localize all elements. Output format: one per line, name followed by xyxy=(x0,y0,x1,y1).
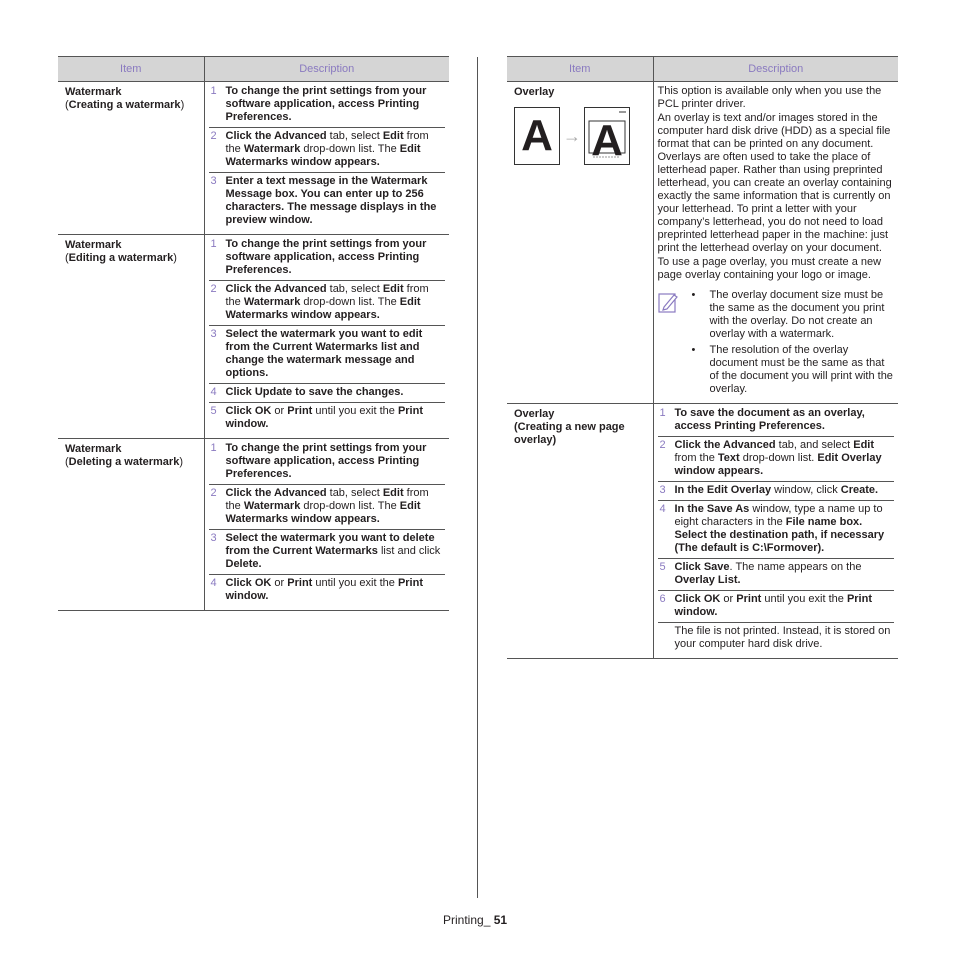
list-item xyxy=(209,575,446,606)
table-row-overlay xyxy=(507,82,898,404)
step-number: 5 xyxy=(659,561,666,573)
item-cell xyxy=(58,235,204,439)
list-item xyxy=(658,501,895,559)
step-text: Click the Advanced tab, select Edit from the Watermark drop-down list. The Edit Watermarks window appears. xyxy=(225,283,429,321)
note-box xyxy=(658,289,895,399)
list-item xyxy=(209,281,446,326)
list-item xyxy=(209,485,446,530)
watermark-table xyxy=(58,56,449,611)
step-text: Click Update to save the changes. xyxy=(225,386,404,398)
step-list xyxy=(658,407,895,622)
list-item xyxy=(209,530,446,575)
table-row xyxy=(58,439,449,611)
bullet-icon: • xyxy=(691,289,696,301)
description-paragraph: This option is available only when you use the PCL printer driver. xyxy=(657,85,882,110)
item-column-header: Item xyxy=(507,57,653,82)
step-text: In the Edit Overlay window, click Create. xyxy=(674,484,879,496)
overlay-illustration xyxy=(514,107,647,165)
description-cell xyxy=(204,439,449,611)
list-item xyxy=(658,482,895,501)
step-text: Select the watermark you want to edit from the Current Watermarks list and change the watermark message and options. xyxy=(225,328,423,379)
step-text: To change the print settings from your software application, access Printing Preferences. xyxy=(225,442,427,480)
note-list xyxy=(688,289,895,399)
note-pencil-icon xyxy=(658,291,680,313)
bullet-icon: • xyxy=(691,344,696,356)
step-text: Click the Advanced tab, select Edit from the Watermark drop-down list. The Edit Watermarks window appears. xyxy=(225,487,429,525)
list-item xyxy=(658,559,895,591)
step-text: Click Save. The name appears on the Overlay List. xyxy=(674,561,862,586)
note-text: The overlay document size must be the same as the document you print with the overlay. Do not create an overlay with a watermark. xyxy=(709,289,885,340)
step-number: 4 xyxy=(659,503,666,515)
description-paragraph: To use a page overlay, you must create a new page overlay containing your logo or image. xyxy=(657,256,882,281)
step-text: Click OK or Print until you exit the Print window. xyxy=(225,577,423,602)
step-number: 6 xyxy=(659,593,666,605)
description-column-header: Description xyxy=(204,57,449,82)
step-number: 2 xyxy=(210,283,217,295)
list-item xyxy=(209,128,446,173)
step-text: Click the Advanced tab, and select Edit from the Text drop-down list. Edit Overlay window appears. xyxy=(674,439,882,477)
note-item xyxy=(688,289,895,341)
page-number: 51 xyxy=(493,913,508,927)
overlay-table xyxy=(507,56,898,659)
step-number: 3 xyxy=(210,328,217,340)
item-sublabel: (Editing a watermark) xyxy=(65,252,177,264)
step-number: 1 xyxy=(659,407,666,419)
list-item xyxy=(658,622,895,654)
letterhead-page-icon: A xyxy=(584,107,630,165)
overlay-description xyxy=(658,85,895,285)
list-item xyxy=(658,591,895,622)
step-number: 1 xyxy=(210,238,217,250)
item-sublabel: (Creating a watermark) xyxy=(65,99,185,111)
list-item xyxy=(209,442,446,485)
list-item xyxy=(209,326,446,384)
item-label: Watermark xyxy=(65,239,122,251)
item-cell xyxy=(507,404,653,659)
table-row-create-overlay xyxy=(507,404,898,659)
step-text: Click OK or Print until you exit the Print window. xyxy=(225,405,423,430)
step-number: 4 xyxy=(210,386,217,398)
step-text: In the Save As window, type a name up to eight characters in the File name box. Select the destination path, if necessary (The default is C:\Formover). xyxy=(674,503,885,554)
arrow-right-icon: → xyxy=(563,125,581,146)
step-text: Enter a text message in the Watermark Message box. You can enter up to 256 characters. The message displays in the preview window. xyxy=(225,175,437,226)
item-label: Overlay xyxy=(514,408,555,420)
step-number: 3 xyxy=(659,484,666,496)
page-footer xyxy=(443,914,507,927)
item-label: Watermark xyxy=(65,86,122,98)
step-text: To change the print settings from your software application, access Printing Preferences. xyxy=(225,85,427,123)
list-item xyxy=(209,85,446,128)
description-column-header: Description xyxy=(653,57,898,82)
description-cell xyxy=(653,82,898,404)
step-number: 1 xyxy=(210,85,217,97)
plain-page-icon: A xyxy=(514,107,560,165)
list-item xyxy=(209,403,446,434)
item-sublabel: (Creating a new page overlay) xyxy=(514,421,625,446)
step-number: 2 xyxy=(659,439,666,451)
step-text: Click OK or Print until you exit the Print window. xyxy=(674,593,872,618)
step-number: 4 xyxy=(210,577,217,589)
item-cell xyxy=(58,82,204,235)
list-item xyxy=(658,437,895,482)
final-note-text: The file is not printed. Instead, it is stored on your computer hard disk drive. xyxy=(674,625,891,650)
column-divider xyxy=(477,57,478,898)
list-item xyxy=(209,238,446,281)
step-number: 5 xyxy=(210,405,217,417)
item-cell xyxy=(507,82,653,404)
item-sublabel: (Deleting a watermark) xyxy=(65,456,183,468)
step-text: To change the print settings from your software application, access Printing Preferences. xyxy=(225,238,427,276)
description-paragraph: An overlay is text and/or images stored in the computer hard disk drive (HDD) as a special file format that can be printed on any document. Overlays are often used to take the place of letterhead paper. Rather than using preprinted letterhead, you can create an overlay containing exactly the same information that is currently on your letterhead. To print a letter with your company’s letterhead, you do not need to load preprinted letterhead paper in the machine: just print the letterhead overlay on your document. xyxy=(657,112,892,254)
step-text: Select the watermark you want to delete from the Current Watermarks list and click Delete. xyxy=(225,532,441,570)
note-item xyxy=(688,344,895,396)
item-cell xyxy=(58,439,204,611)
step-number: 3 xyxy=(210,175,217,187)
list-item xyxy=(658,407,895,437)
item-label: Watermark xyxy=(65,443,122,455)
step-number: 3 xyxy=(210,532,217,544)
step-number: 1 xyxy=(210,442,217,454)
table-row xyxy=(58,82,449,235)
step-text: To save the document as an overlay, access Printing Preferences. xyxy=(674,407,865,432)
item-label: Overlay xyxy=(514,86,555,98)
description-cell xyxy=(653,404,898,659)
description-cell xyxy=(204,235,449,439)
step-text: Click the Advanced tab, select Edit from the Watermark drop-down list. The Edit Watermarks window appears. xyxy=(225,130,429,168)
step-number: 2 xyxy=(210,487,217,499)
item-column-header: Item xyxy=(58,57,204,82)
footer-label: Printing_ xyxy=(443,913,491,927)
note-text: The resolution of the overlay document must be the same as that of the document you will print with the overlay. xyxy=(709,344,893,395)
table-row xyxy=(58,235,449,439)
step-number: 2 xyxy=(210,130,217,142)
description-cell xyxy=(204,82,449,235)
list-item xyxy=(209,173,446,230)
list-item xyxy=(209,384,446,403)
